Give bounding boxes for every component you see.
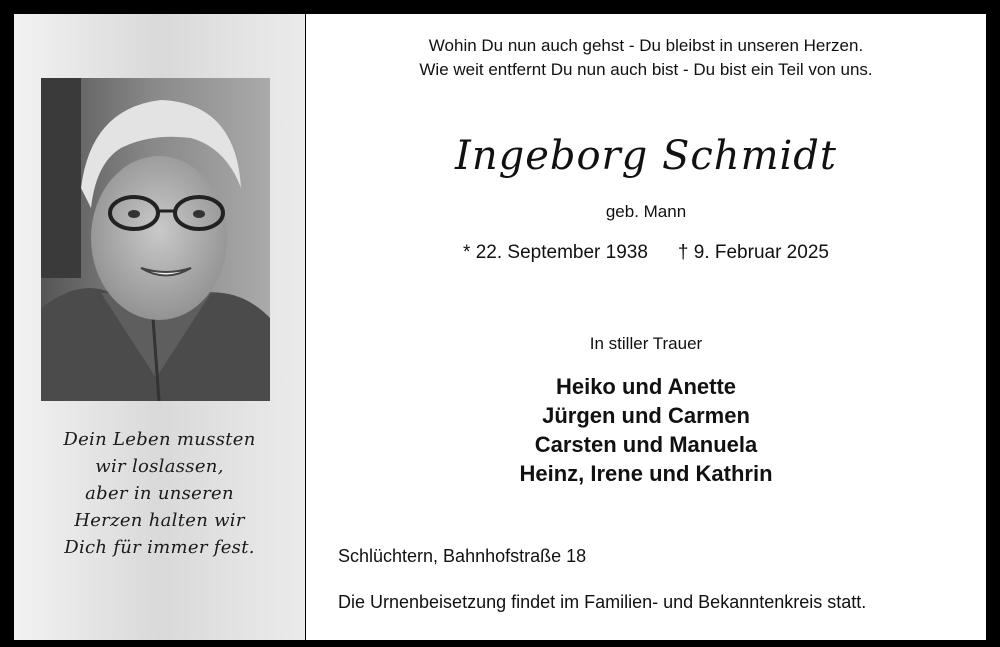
verse [306,34,986,82]
left-poem [14,426,305,561]
poem-line: aber in unseren [85,483,234,504]
main-panel [306,14,986,640]
family-member: Heinz, Irene und Kathrin [519,461,773,486]
deceased-name: Ingeborg Schmidt [455,133,837,179]
family-member: Heiko und Anette [555,374,737,399]
death-date: † 9. Februar 2025 [677,242,829,263]
address: Schlüchtern, Bahnhofstraße 18 [338,546,587,566]
poem-line: wir loslassen, [95,456,224,477]
family-member: Jürgen und Carmen [542,403,750,428]
portrait-illustration [41,78,270,401]
birth-date: * 22. September 1938 [463,242,648,263]
family-list [306,372,986,488]
burial-notice: Die Urnenbeisetzung findet im Familien- und Bekanntenkreis statt. [338,592,867,612]
birth-name: geb. Mann [605,202,687,221]
portrait-photo [41,78,270,401]
left-panel [14,14,305,640]
verse-line-2: Wie weit entfernt Du nun auch bist - Du bist ein Teil von uns. [419,60,873,79]
verse-line-1: Wohin Du nun auch gehst - Du bleibst in unseren Herzen. [428,36,864,55]
family-member: Carsten und Manuela [534,432,758,457]
poem-line: Dein Leben mussten [63,429,256,450]
mourning-label: In stiller Trauer [589,334,703,353]
poem-line: Dich für immer fest. [64,537,255,558]
poem-line: Herzen halten wir [74,510,245,531]
life-dates [306,240,986,266]
